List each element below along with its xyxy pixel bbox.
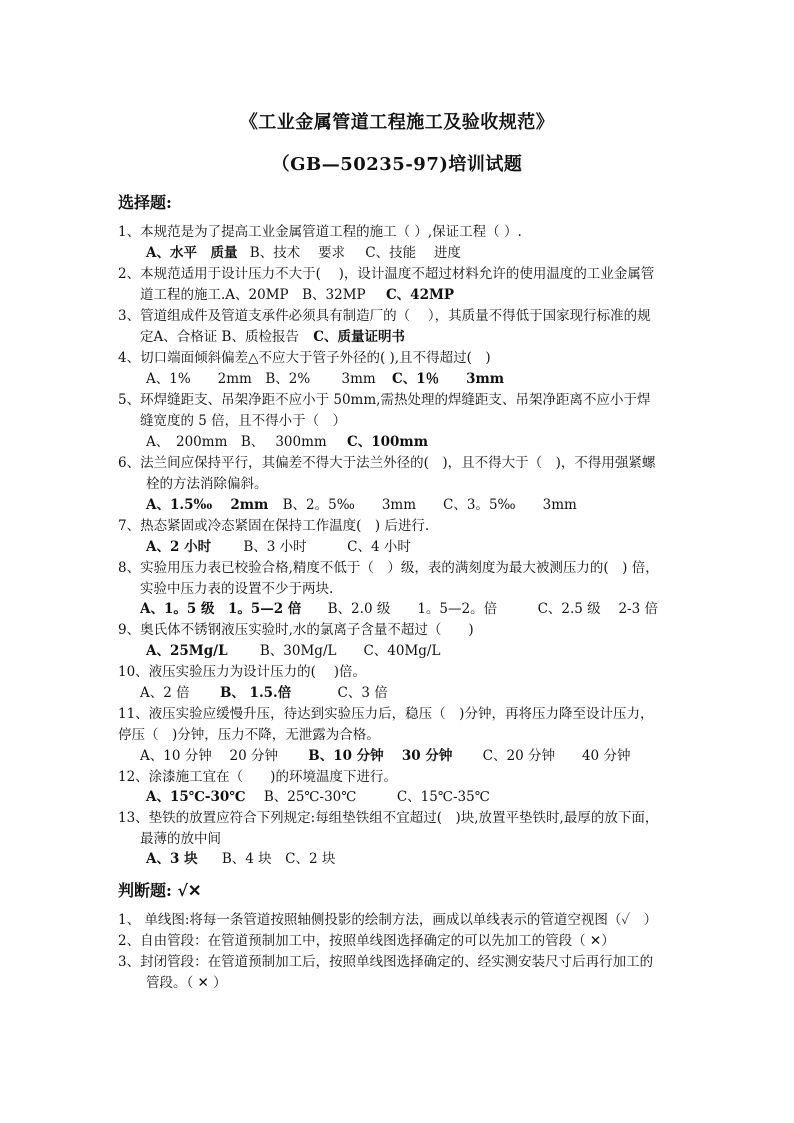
- question-2-continued: [140, 285, 454, 305]
- question-9-options-line: [146, 641, 440, 661]
- judge-item-2: 2、自由管段：在管道预制加工中，按照单线图选择确定的可以先加工的管段（ ✕）: [118, 933, 615, 949]
- question-8: 8、实验用压力表已校验合格,精度不低于（ ）级，表的满刻度为最大被测压力的( ) 倍，: [118, 560, 659, 576]
- judge-item-1: 1、 单线图:将每一条管道按照轴侧投影的绘制方法，画成以单线表示的管道空视图（✓ ）: [118, 912, 658, 928]
- question-7-options-line: [146, 537, 411, 557]
- question-3-continued: [140, 327, 405, 347]
- question-3: 3、管道组成件及管道支承件必须具有制造厂的（ ），其质量不得低于国家现行标准的规: [118, 308, 651, 324]
- question-6-continued: 栓的方法消除偏斜。: [146, 476, 268, 492]
- question-13: 13、垫铁的放置应符合下列规定:每组垫铁组不宜超过( )块,放置平垫铁时,最厚的放下面，: [118, 810, 659, 826]
- question-12-answer: A、15℃-30℃: [146, 789, 246, 805]
- question-13-options-line: [146, 849, 335, 869]
- question-7-answer: A、2 小时: [146, 539, 212, 555]
- question-12: 12、涂漆施工宜在（ )的环境温度下进行。: [118, 769, 397, 785]
- question-4-answer: C、1％ 3mm: [391, 371, 505, 387]
- question-8-answer: A、1。5 级 1。5—2 倍: [140, 601, 302, 617]
- question-13-options: B、4 块 C、2 块: [221, 851, 336, 867]
- question-10-options-line: [140, 683, 388, 703]
- question-9-answer: A、25Mg/L: [146, 643, 228, 659]
- question-8-options-line: [140, 599, 658, 619]
- question-6-answer: A、1.5‰ 2mm: [146, 497, 269, 513]
- question-6: 6、法兰间应保持平行，其偏差不得大于法兰外径的( )，且不得大于（ )，不得用强紧螺: [118, 455, 656, 471]
- judge-item-3-continued: 管段。（ ✕ ）: [146, 975, 227, 991]
- question-13-answer: A、3 块: [146, 851, 198, 867]
- question-5: 5、环焊缝距支、吊架净距不应小于 50mm,需热处理的焊缝距支、吊架净距离不应小于焊: [118, 392, 651, 408]
- question-1: 1、本规范是为了提高工业金属管道工程的施工（ ）,保证工程（ ）.: [118, 224, 522, 240]
- question-9: 9、奥氏体不锈钢液压实验时,水的氯离子含量不超过（ ): [118, 622, 474, 638]
- document-subtitle: （GB—50235-97)培训试题: [271, 154, 523, 175]
- question-2-answer: C、42MP: [385, 287, 455, 303]
- question-11: 11、液压实验应缓慢升压，待达到实验压力后，稳压（ )分钟，再将压力降至设计压力，: [118, 706, 654, 722]
- section-heading-judge: 判断题: √✕: [118, 881, 202, 900]
- question-8-options: B、2.0 级 1。5—2。倍 C、2.5 级 2-3 倍: [327, 601, 659, 617]
- question-1-option-b: B、技术 要求: [249, 245, 345, 261]
- question-2-options: 道工程的施工.A、20MP B、32MP: [140, 287, 366, 303]
- question-1-options: [146, 243, 461, 263]
- question-2: 2、本规范适用于设计压力不大于( )，设计温度不超过材料允许的使用温度的工业金属管: [118, 266, 655, 282]
- question-5-options-line: [146, 432, 428, 452]
- question-1-option-c: C、技能 进度: [365, 245, 461, 261]
- question-10-option-c: C、3 倍: [337, 685, 388, 701]
- question-10: 10、液压实验压力为设计压力的( )倍。: [118, 664, 367, 680]
- question-4-options-line: [146, 369, 504, 389]
- question-13-continued: 最薄的放中间: [140, 831, 221, 847]
- question-5-answer: C、100mm: [347, 434, 428, 450]
- question-11-option-a: A、10 分钟 20 分钟: [140, 748, 278, 764]
- question-4-options: A、1% 2mm B、2% 3mm: [146, 371, 376, 387]
- judge-item-3: 3、封闭管段：在管道预制加工后，按照单线图选择确定的、经实测安装尺寸后再行加工的: [118, 954, 654, 970]
- question-11-options-line: [140, 746, 630, 766]
- question-3-options: 定A、合格证 B、质检报告: [140, 329, 299, 345]
- question-12-options-line: [146, 787, 490, 807]
- question-11-answer: B、10 分钟 30 分钟: [308, 748, 453, 764]
- question-1-answer: A、水平 质量: [146, 245, 238, 261]
- question-9-options: B、30Mg/L C、40Mg/L: [259, 643, 441, 659]
- section-heading-choice: 选择题:: [118, 193, 172, 212]
- question-7-options: B、3 小时 C、4 小时: [243, 539, 411, 555]
- question-8-continued: 实验中压力表的设置不少于两块.: [140, 581, 334, 597]
- question-10-option-a: A、2 倍: [140, 685, 190, 701]
- question-10-answer: B、 1.5.倍: [219, 685, 292, 701]
- document-title: 《工业金属管道工程施工及验收规范》: [239, 112, 555, 133]
- question-7: 7、热态紧固或冷态紧固在保持工作温度( ) 后进行.: [118, 518, 430, 534]
- question-11-option-c: C、20 分钟 40 分钟: [482, 748, 631, 764]
- question-3-answer: C、质量证明书: [313, 329, 406, 345]
- question-11-continued: 停压（ )分钟，压力不降，无泄露为合格。: [118, 727, 380, 743]
- question-12-options: B、25℃-30℃ C、15℃-35℃: [263, 789, 490, 805]
- question-4: 4、切口端面倾斜偏差△不应大于管子外径的( ),且不得超过( ): [118, 350, 491, 366]
- question-6-options-line: [146, 495, 577, 515]
- question-5-continued: 缝宽度的 5 倍，且不得小于（ ）: [140, 413, 347, 429]
- question-5-options: A、 200mm B、 300mm: [146, 434, 327, 450]
- question-6-options: B、2。5‰ 3mm C、3。5‰ 3mm: [282, 497, 577, 513]
